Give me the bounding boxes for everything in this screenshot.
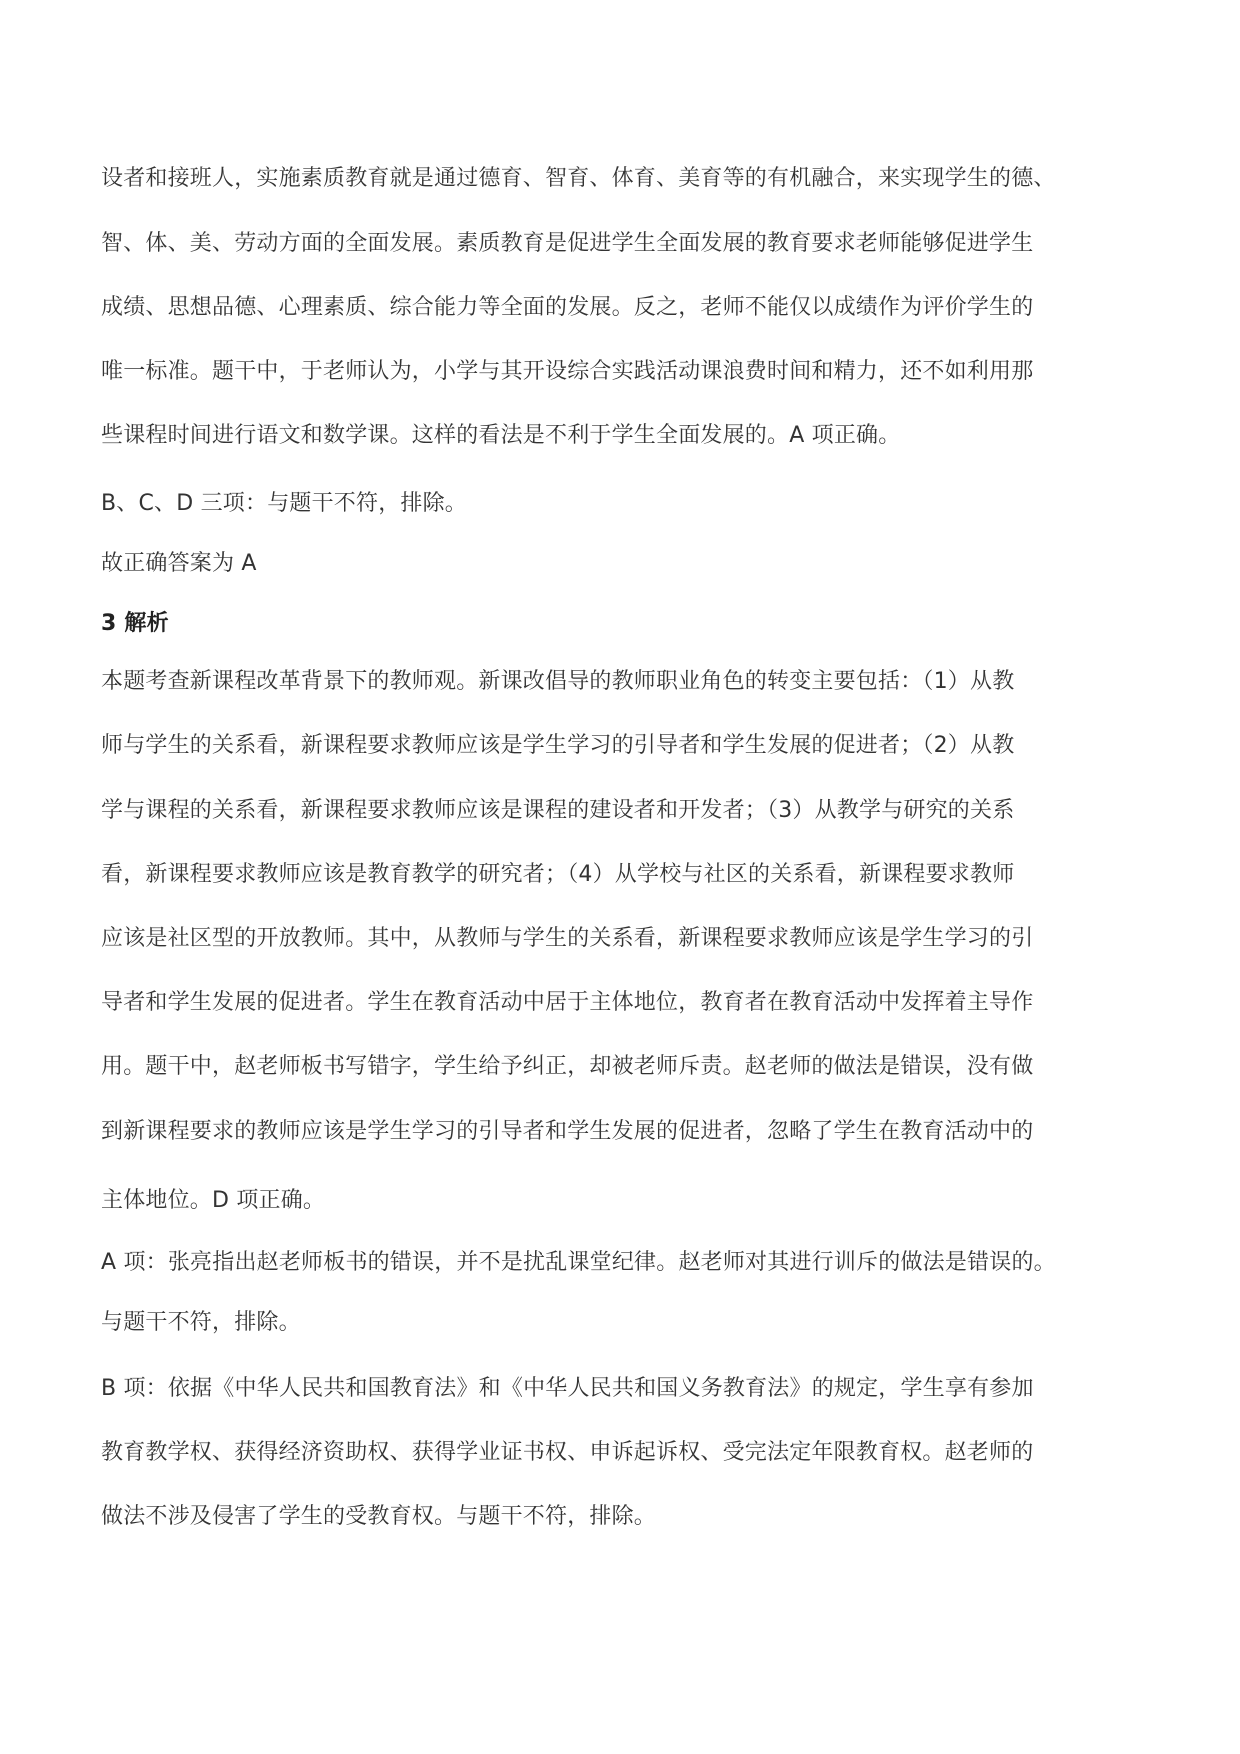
paragraph-line: 些课程时间进行语文和数学课。这样的看法是不利于学生全面发展的。A 项正确。 (101, 423, 901, 448)
paragraph-line: 看，新课程要求教师应该是教育教学的研究者；（4）从学校与社区的关系看，新课程要求教师 (101, 862, 1015, 887)
paragraph-line: 到新课程要求的教师应该是学生学习的引导者和学生发展的促进者，忽略了学生在教育活动中的 (101, 1119, 1034, 1144)
option-b-line: B 项：依据《中华人民共和国教育法》和《中华人民共和国义务教育法》的规定，学生享有参加 (101, 1376, 1034, 1401)
option-b-line: 教育教学权、获得经济资助权、获得学业证书权、申诉起诉权、受完法定年限教育权。赵老师的 (101, 1440, 1034, 1465)
option-b-line: 做法不涉及侵害了学生的受教育权。与题干不符，排除。 (101, 1504, 657, 1529)
paragraph-line: 学与课程的关系看，新课程要求教师应该是课程的建设者和开发者；（3）从教学与研究的关系 (101, 798, 1015, 823)
option-a-line: A 项：张亮指出赵老师板书的错误，并不是扰乱课堂纪律。赵老师对其进行训斥的做法是错误的。 (101, 1250, 1056, 1275)
other-options-line: B、C、D 三项：与题干不符，排除。 (101, 491, 467, 516)
paragraph-line: 主体地位。D 项正确。 (101, 1188, 326, 1213)
paragraph-line: 唯一标准。题干中，于老师认为，小学与其开设综合实践活动课浪费时间和精力，还不如利用那 (101, 359, 1034, 384)
option-a-line: 与题干不符，排除。 (101, 1310, 301, 1335)
paragraph-line: 成绩、思想品德、心理素质、综合能力等全面的发展。反之，老师不能仅以成绩作为评价学生的 (101, 295, 1034, 320)
paragraph-line: 智、体、美、劳动方面的全面发展。素质教育是促进学生全面发展的教育要求老师能够促进学生 (101, 231, 1034, 256)
section-heading: 3 解析 (101, 611, 169, 636)
paragraph-line: 用。题干中，赵老师板书写错字，学生给予纠正，却被老师斥责。赵老师的做法是错误，没有做 (101, 1054, 1034, 1079)
paragraph-line: 师与学生的关系看，新课程要求教师应该是学生学习的引导者和学生发展的促进者；（2）从教 (101, 733, 1015, 758)
paragraph-line: 导者和学生发展的促进者。学生在教育活动中居于主体地位，教育者在教育活动中发挥着主导作 (101, 990, 1034, 1015)
paragraph-line: 本题考查新课程改革背景下的教师观。新课改倡导的教师职业角色的转变主要包括：（1）从教 (101, 669, 1015, 694)
paragraph-line: 设者和接班人，实施素质教育就是通过德育、智育、体育、美育等的有机融合，来实现学生的德、 (101, 166, 1056, 191)
answer-line: 故正确答案为 A (101, 551, 257, 576)
paragraph-line: 应该是社区型的开放教师。其中，从教师与学生的关系看，新课程要求教师应该是学生学习的引 (101, 926, 1034, 951)
